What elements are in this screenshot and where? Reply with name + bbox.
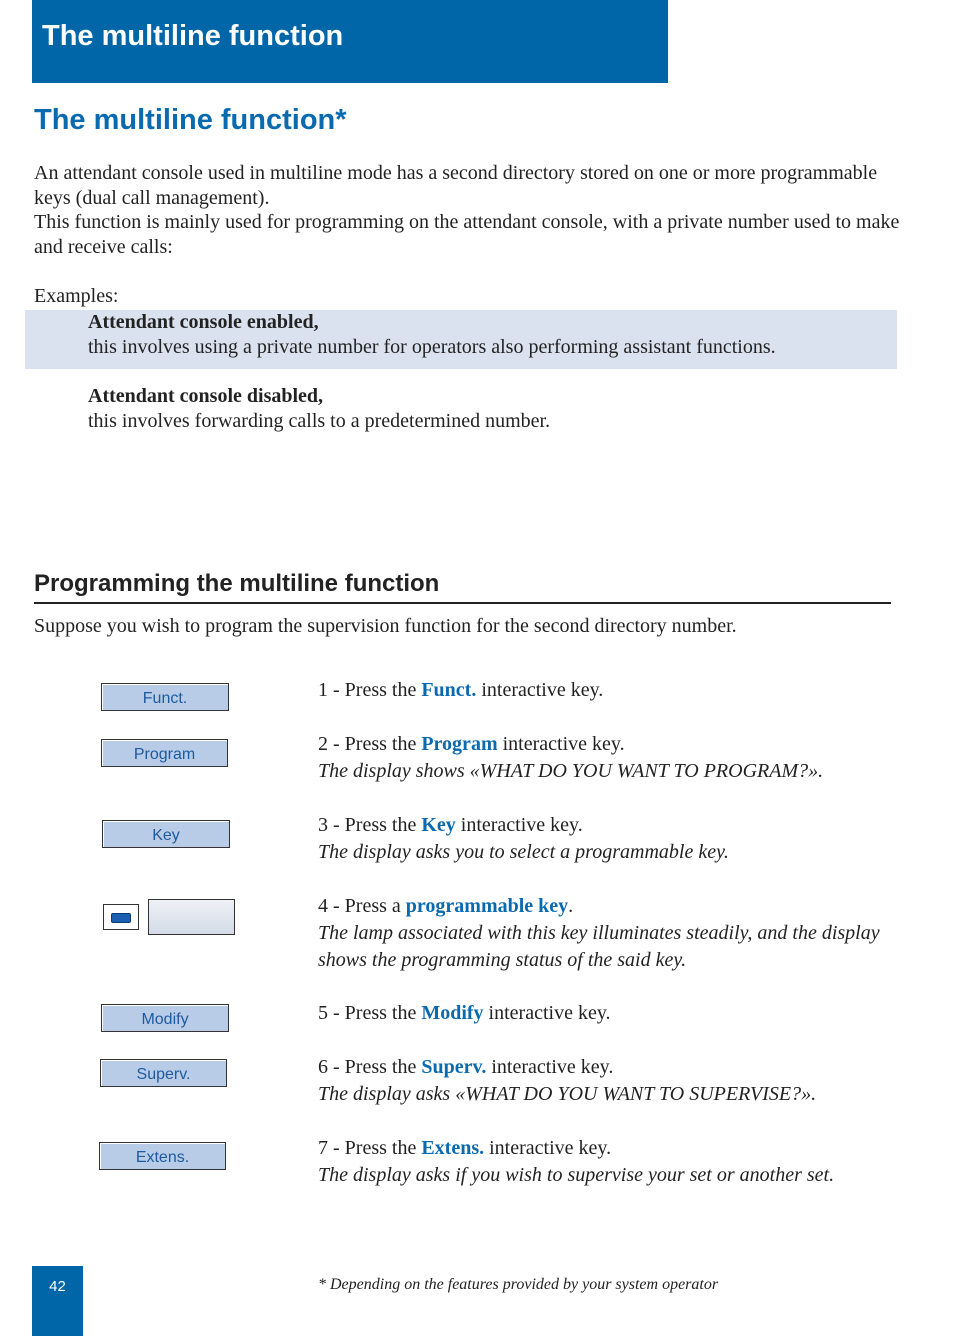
step-prefix: 3 - Press the — [318, 814, 422, 836]
extens-key[interactable]: Extens. — [99, 1142, 226, 1170]
programmable-key[interactable] — [148, 899, 235, 935]
step-suffix: interactive key. — [486, 1056, 614, 1078]
footnote: * Depending on the features provided by your system operator — [318, 1276, 719, 1293]
page-title: The multiline function* — [34, 104, 347, 136]
example-text: this involves forwarding calls to a predetermined number. — [88, 409, 551, 432]
step-4 — [318, 893, 898, 974]
step-1 — [318, 677, 918, 704]
programmable-key-lamp — [103, 904, 139, 930]
step-5 — [318, 1000, 918, 1027]
step-note: The lamp associated with this key illuminates steadily, and the display shows the programming status of the said key. — [318, 922, 880, 971]
key-key[interactable]: Key — [102, 820, 230, 848]
step-suffix: interactive key. — [497, 733, 625, 755]
step-highlight: Funct. — [421, 679, 477, 701]
lamp-icon — [111, 913, 131, 923]
intro-paragraph: This function is mainly used for programming on the attendant console, with a private number used to make and receive calls: — [34, 211, 900, 258]
step-3 — [318, 812, 918, 866]
step-note: The display asks «WHAT DO YOU WANT TO SUPERVISE?». — [318, 1083, 817, 1105]
page-number: 42 — [49, 1278, 66, 1295]
step-prefix: 6 - Press the — [318, 1056, 422, 1078]
step-note: The display asks you to select a programmable key. — [318, 841, 729, 863]
example-title: Attendant console enabled, — [88, 311, 319, 333]
step-7 — [318, 1135, 938, 1189]
step-highlight: programmable key — [405, 895, 569, 917]
examples-label: Examples: — [34, 285, 119, 307]
step-note: The display shows «WHAT DO YOU WANT TO PROGRAM?». — [318, 760, 824, 782]
step-prefix: 4 - Press a — [318, 895, 406, 917]
step-prefix: 7 - Press the — [318, 1137, 422, 1159]
section-intro: Suppose you wish to program the supervision function for the second directory number. — [34, 615, 737, 637]
superv-key[interactable]: Superv. — [100, 1059, 227, 1087]
section-divider — [34, 602, 891, 604]
example-disabled — [88, 384, 550, 433]
header-banner — [32, 0, 668, 83]
modify-key[interactable]: Modify — [101, 1004, 229, 1032]
step-prefix: 2 - Press the — [318, 733, 422, 755]
step-highlight: Modify — [421, 1002, 484, 1024]
step-suffix: interactive key. — [483, 1002, 611, 1024]
step-suffix: . — [568, 895, 574, 917]
step-6 — [318, 1054, 918, 1108]
banner-title: The multiline function — [42, 20, 344, 52]
step-highlight: Superv. — [421, 1056, 487, 1078]
step-highlight: Key — [421, 814, 456, 836]
step-highlight: Program — [421, 733, 498, 755]
step-note: The display asks if you wish to supervise your set or another set. — [318, 1164, 835, 1186]
section-title: Programming the multiline function — [34, 570, 440, 597]
example-title: Attendant console disabled, — [88, 385, 324, 407]
program-key[interactable]: Program — [101, 739, 228, 767]
step-suffix: interactive key. — [476, 679, 604, 701]
example-enabled — [88, 310, 776, 359]
step-prefix: 1 - Press the — [318, 679, 422, 701]
example-text: this involves using a private number for operators also performing assistant functions. — [88, 335, 776, 358]
funct-key[interactable]: Funct. — [101, 683, 229, 711]
step-suffix: interactive key. — [455, 814, 583, 836]
intro-text — [34, 161, 904, 259]
step-2 — [318, 731, 918, 785]
step-prefix: 5 - Press the — [318, 1002, 422, 1024]
step-suffix: interactive key. — [484, 1137, 612, 1159]
intro-paragraph: An attendant console used in multiline mode has a second directory stored on one or more programmable keys (dual call management). — [34, 162, 878, 209]
step-highlight: Extens. — [421, 1137, 485, 1159]
page-number-box — [32, 1266, 83, 1336]
